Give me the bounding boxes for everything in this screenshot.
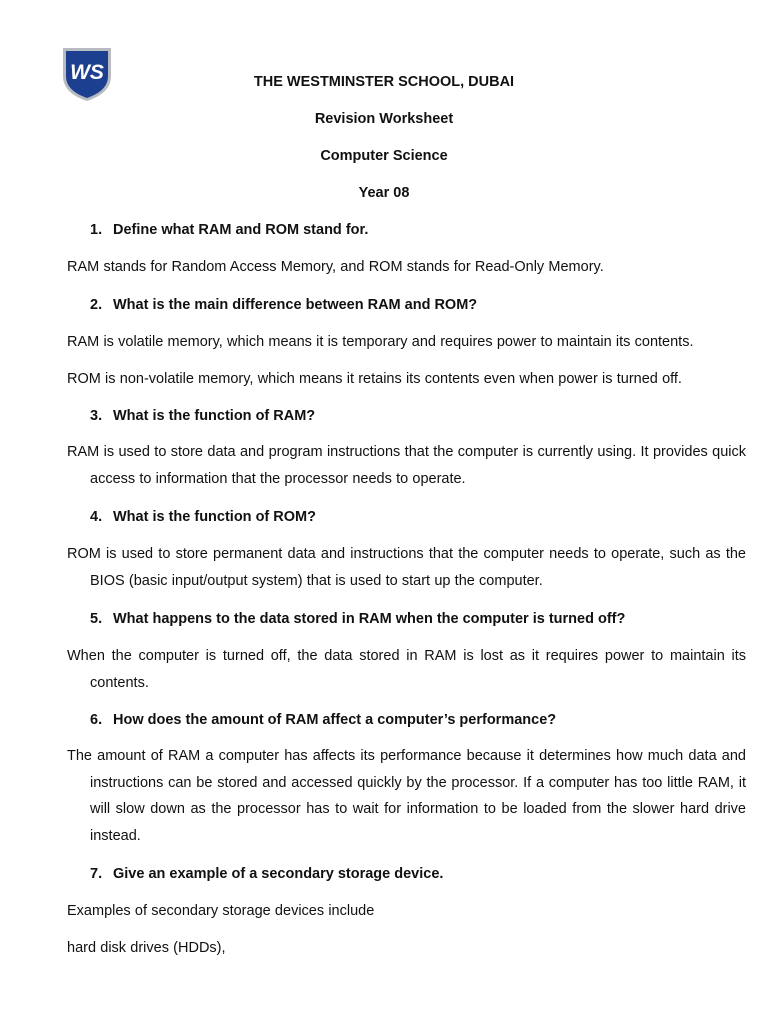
question-number: 7. (90, 866, 103, 882)
question-number: 5. (90, 611, 103, 627)
school-name: THE WESTMINSTER SCHOOL, DUBAI (253, 74, 515, 90)
question-number: 4. (90, 509, 103, 525)
question-7 (90, 865, 443, 883)
question-number: 1. (90, 222, 103, 238)
answer-6: The amount of RAM a computer has affects its performance because it determines how much data and instructions can be stored and accessed quickly by the processor. If a computer has too little RAM, it will slow down as the processor has to wait for information to be loaded from the slower hard drive instead. (67, 748, 746, 845)
answer-7b: hard disk drives (HDDs), (67, 940, 226, 956)
answer-3: RAM is used to store data and program instructions that the computer is currently using. It provides quick access to information that the processor needs to operate. (67, 444, 746, 487)
question-3 (90, 407, 315, 425)
question-number: 2. (90, 297, 103, 313)
question-5 (90, 610, 625, 628)
answer-4: ROM is used to store permanent data and instructions that the computer needs to operate, such as the BIOS (basic input/output system) that is used to start up the computer. (67, 546, 746, 589)
answer-5: When the computer is turned off, the data stored in RAM is lost as it requires power to maintain its contents. (67, 648, 746, 691)
subject-title: Computer Science (320, 148, 448, 164)
question-text: What is the function of ROM? (113, 509, 316, 525)
question-1 (90, 221, 368, 239)
answer-7a: Examples of secondary storage devices include (67, 903, 375, 919)
question-4 (90, 508, 316, 526)
question-text: Define what RAM and ROM stand for. (113, 222, 369, 238)
answer-2a: RAM is volatile memory, which means it is temporary and requires power to maintain its contents. (67, 334, 694, 350)
question-6 (90, 711, 556, 729)
year-label: Year 08 (358, 185, 410, 201)
question-text: How does the amount of RAM affect a computer’s performance? (113, 712, 557, 728)
answer-1: RAM stands for Random Access Memory, and ROM stands for Read-Only Memory. (67, 259, 604, 275)
question-text: Give an example of a secondary storage device. (113, 866, 444, 882)
question-text: What is the function of RAM? (113, 408, 316, 424)
question-number: 6. (90, 712, 103, 728)
logo-initials: WS (70, 61, 104, 84)
answer-2b: ROM is non-volatile memory, which means it retains its contents even when power is turned off. (67, 371, 682, 387)
question-text: What happens to the data stored in RAM when the computer is turned off? (113, 611, 626, 627)
question-number: 3. (90, 408, 103, 424)
document-title: Revision Worksheet (314, 111, 454, 127)
question-2 (90, 296, 477, 314)
question-text: What is the main difference between RAM and ROM? (113, 297, 478, 313)
